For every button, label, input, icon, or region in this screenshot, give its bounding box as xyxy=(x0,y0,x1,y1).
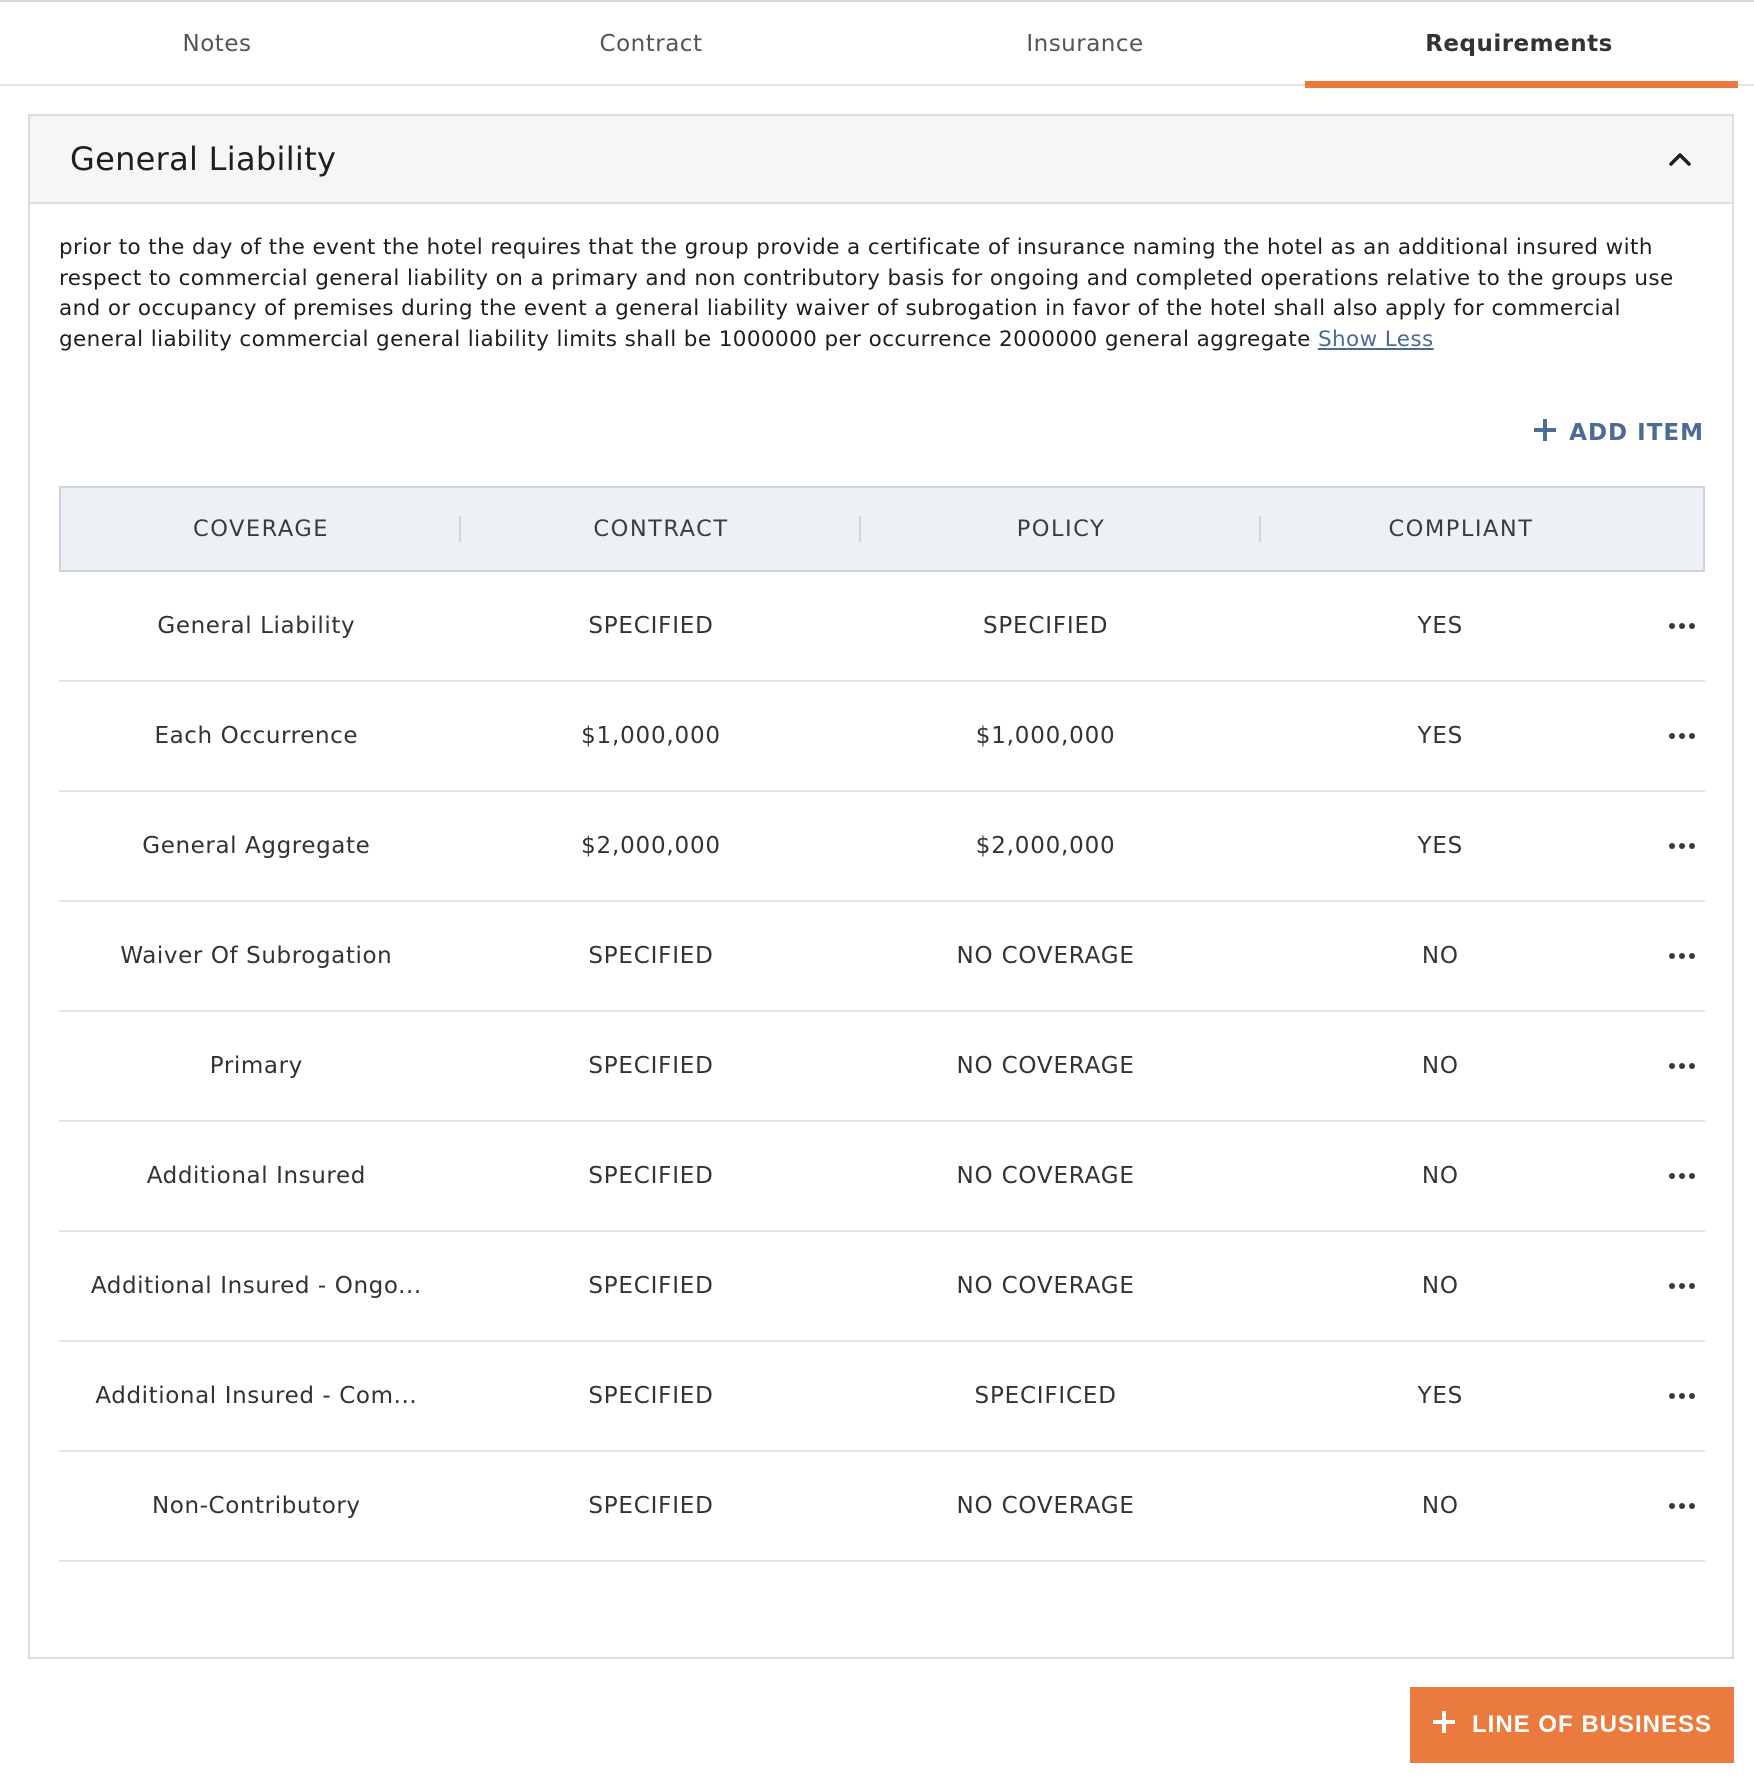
more-horizontal-icon[interactable] xyxy=(1660,1161,1705,1191)
cell-contract: SPECIFIED xyxy=(588,1273,714,1299)
tab-bar xyxy=(0,0,1754,86)
add-item-label: ADD ITEM xyxy=(1569,420,1704,446)
cell-coverage: Waiver Of Subrogation xyxy=(120,943,393,969)
table-row[interactable] xyxy=(59,682,1705,792)
cell-coverage: Each Occurrence xyxy=(154,723,359,749)
more-horizontal-icon[interactable] xyxy=(1660,1271,1705,1301)
description-text: prior to the day of the event the hotel requires that the group provide a certificate of insurance naming the hotel as an additional insured with respect to commercial general liability on a primary and non contributory basis for ongoing and completed operations relative to the groups use and or occupancy of premises during the event a general liability waiver of subrogation in favor of the hotel shall also apply for commercial general liability commercial general liability limits shall be 1000000 per occurrence 2000000 general aggregate xyxy=(59,235,1674,352)
more-horizontal-icon[interactable] xyxy=(1660,831,1705,861)
table-row[interactable] xyxy=(59,1122,1705,1232)
line-of-business-label: LINE OF BUSINESS xyxy=(1471,1711,1713,1738)
cell-policy: NO COVERAGE xyxy=(956,1493,1135,1519)
cell-policy: NO COVERAGE xyxy=(956,943,1135,969)
cell-compliant: YES xyxy=(1417,723,1464,749)
cell-contract: SPECIFIED xyxy=(588,1383,714,1409)
cell-compliant: NO xyxy=(1421,1053,1459,1079)
tab-contract[interactable]: Contract xyxy=(599,31,703,57)
panel-title: General Liability xyxy=(70,140,337,178)
table-row[interactable] xyxy=(59,572,1705,682)
chevron-up-icon[interactable] xyxy=(1666,145,1694,173)
cell-coverage: Additional Insured xyxy=(146,1163,366,1189)
cell-policy: SPECIFIED xyxy=(982,613,1109,639)
cell-coverage: General Liability xyxy=(157,613,356,639)
cell-compliant: YES xyxy=(1417,1383,1464,1409)
cell-coverage: General Aggregate xyxy=(142,833,371,859)
cell-contract: SPECIFIED xyxy=(588,1163,714,1189)
cell-coverage: Additional Insured - Ongo... xyxy=(90,1273,422,1299)
cell-policy: NO COVERAGE xyxy=(956,1163,1135,1189)
table-row[interactable] xyxy=(59,902,1705,1012)
cell-compliant: NO xyxy=(1421,1493,1459,1519)
cell-policy: NO COVERAGE xyxy=(956,1053,1135,1079)
more-horizontal-icon[interactable] xyxy=(1660,1381,1705,1411)
coverage-table xyxy=(59,486,1705,1562)
general-liability-panel xyxy=(28,114,1734,1659)
cell-policy: $1,000,000 xyxy=(975,723,1116,749)
table-row[interactable] xyxy=(59,1012,1705,1122)
more-horizontal-icon[interactable] xyxy=(1660,941,1705,971)
show-less-link[interactable]: Show Less xyxy=(1317,326,1434,352)
cell-compliant: NO xyxy=(1421,943,1459,969)
panel-header[interactable] xyxy=(30,116,1732,204)
more-horizontal-icon[interactable] xyxy=(1660,721,1705,751)
header-coverage[interactable]: COVERAGE xyxy=(61,516,461,542)
cell-compliant: NO xyxy=(1421,1163,1459,1189)
cell-compliant: NO xyxy=(1421,1273,1459,1299)
tab-requirements[interactable]: Requirements xyxy=(1302,2,1736,86)
cell-policy: SPECIFICED xyxy=(974,1383,1117,1409)
header-policy[interactable]: POLICY xyxy=(861,516,1261,542)
more-horizontal-icon[interactable] xyxy=(1660,1491,1705,1521)
cell-contract: $1,000,000 xyxy=(581,723,721,749)
cell-contract: SPECIFIED xyxy=(588,1493,714,1519)
cell-coverage: Primary xyxy=(209,1053,303,1079)
cell-policy: $2,000,000 xyxy=(975,833,1116,859)
add-line-of-business-button[interactable] xyxy=(1410,1687,1734,1763)
requirement-description xyxy=(59,233,1709,355)
tab-insurance[interactable]: Insurance xyxy=(1026,31,1144,57)
cell-compliant: YES xyxy=(1417,613,1464,639)
header-compliant[interactable]: COMPLIANT xyxy=(1388,516,1534,542)
table-body xyxy=(59,572,1705,1562)
cell-contract: SPECIFIED xyxy=(588,613,714,639)
plus-icon xyxy=(1432,1710,1456,1741)
table-row[interactable] xyxy=(59,1342,1705,1452)
table-header xyxy=(59,486,1705,572)
cell-compliant: YES xyxy=(1417,833,1464,859)
tab-notes[interactable]: Notes xyxy=(182,31,252,57)
header-contract[interactable]: CONTRACT xyxy=(461,516,861,542)
cell-contract: SPECIFIED xyxy=(588,1053,714,1079)
more-horizontal-icon[interactable] xyxy=(1660,1051,1705,1081)
add-item-button[interactable] xyxy=(1533,418,1704,448)
table-row[interactable] xyxy=(59,792,1705,902)
table-row[interactable] xyxy=(59,1232,1705,1342)
cell-coverage: Non-Contributory xyxy=(151,1493,361,1519)
cell-policy: NO COVERAGE xyxy=(956,1273,1135,1299)
cell-contract: $2,000,000 xyxy=(581,833,721,859)
plus-icon xyxy=(1533,418,1557,448)
cell-coverage: Additional Insured - Com... xyxy=(95,1383,418,1409)
table-row[interactable] xyxy=(59,1452,1705,1562)
cell-contract: SPECIFIED xyxy=(588,943,714,969)
more-horizontal-icon[interactable] xyxy=(1660,611,1705,641)
